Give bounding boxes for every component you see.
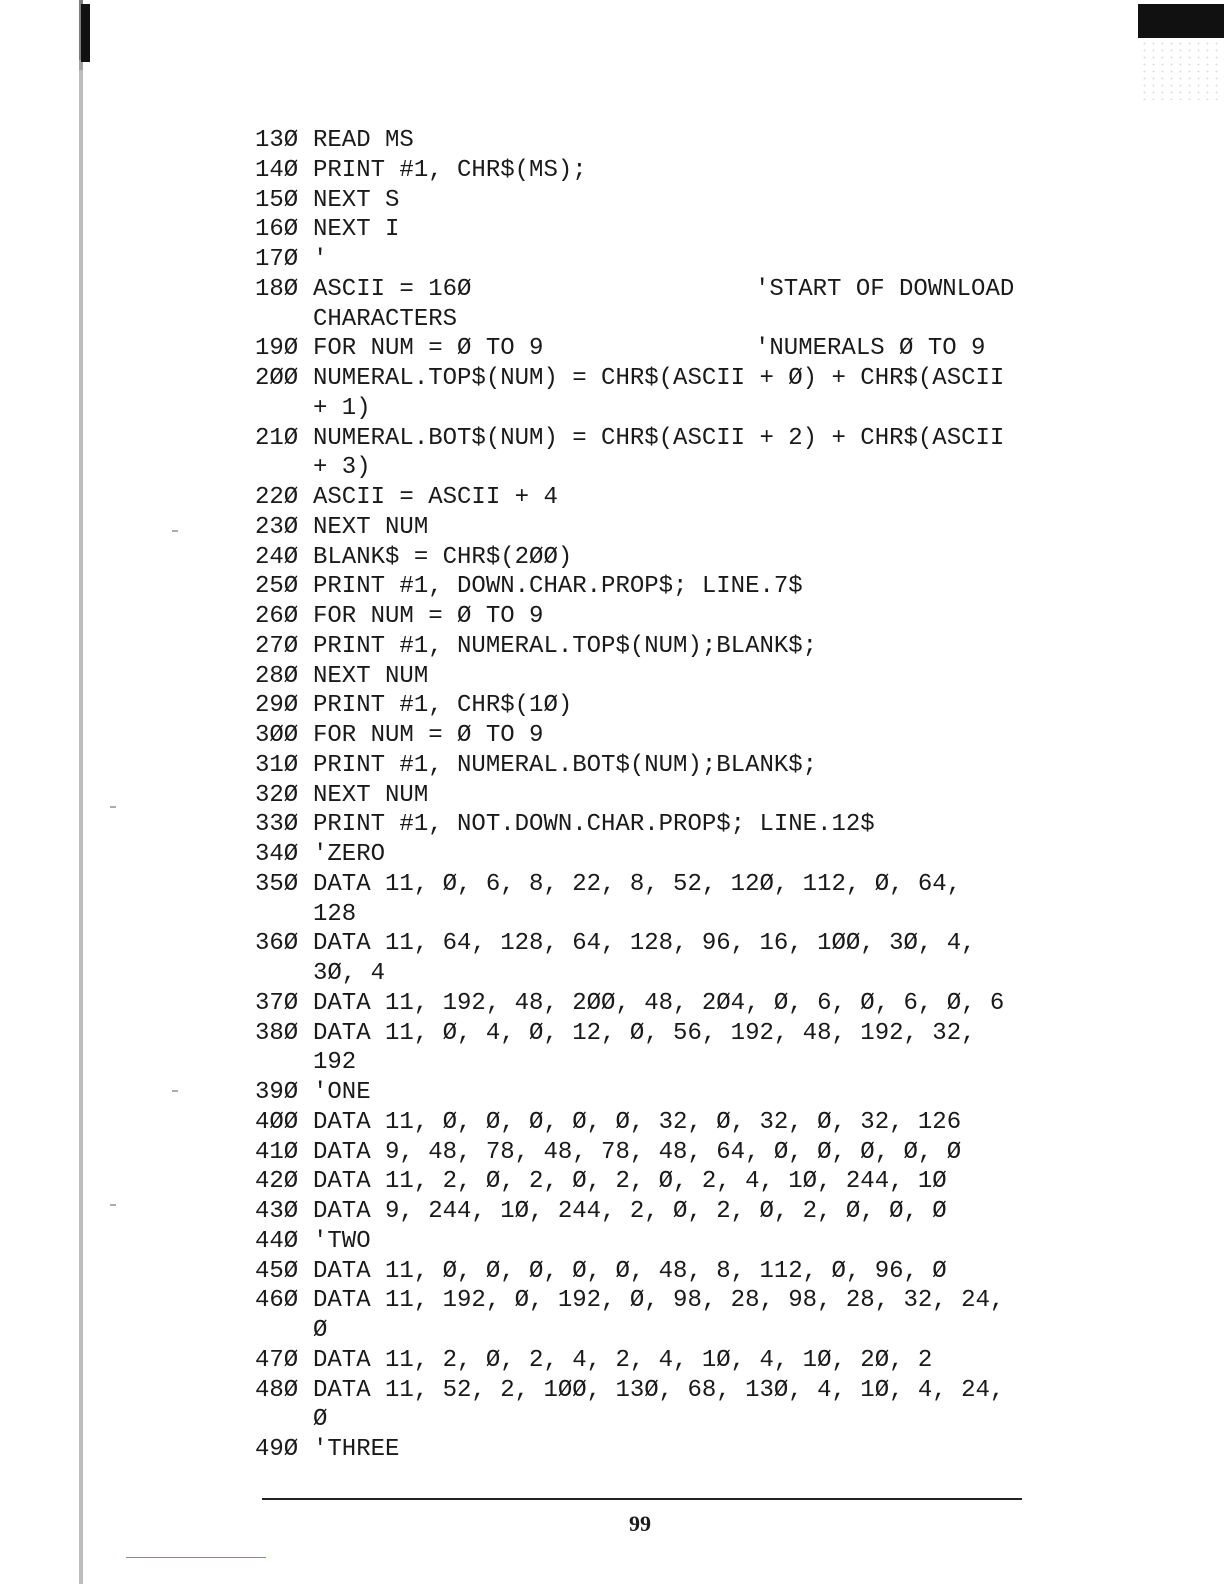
code-line xyxy=(255,870,1055,900)
code-continuation: 3Ø, 4 xyxy=(313,960,386,987)
code-continuation: 192 xyxy=(313,1049,357,1077)
code-continuation: Ø xyxy=(313,1406,328,1434)
continuation-indent xyxy=(255,900,313,930)
code-statement: NEXT I xyxy=(313,216,400,244)
code-statement: 'ONE xyxy=(313,1079,371,1106)
line-number: 25Ø xyxy=(255,573,299,601)
code-statement: BLANK$ = CHR$(2ØØ) xyxy=(313,543,573,571)
continuation-indent xyxy=(255,394,313,424)
line-number: 36Ø xyxy=(255,930,299,958)
code-line xyxy=(255,1078,1055,1108)
code-line xyxy=(255,1346,1055,1376)
code-line xyxy=(255,751,1055,781)
code-line xyxy=(255,364,1055,394)
code-line xyxy=(255,602,1055,632)
code-statement: DATA 11, 192, 48, 2ØØ, 48, 2Ø4, Ø, 6, Ø, 6, Ø, 6 xyxy=(313,989,1005,1017)
code-line xyxy=(255,424,1055,454)
code-statement: NEXT S xyxy=(313,186,400,214)
continuation-indent xyxy=(255,1405,313,1435)
line-number: 47Ø xyxy=(255,1346,299,1374)
continuation-indent xyxy=(255,1048,313,1078)
line-number: 23Ø xyxy=(255,513,299,541)
line-number: 4ØØ xyxy=(255,1108,299,1136)
code-statement: DATA 11, Ø, 4, Ø, 12, Ø, 56, 192, 48, 192, 32, xyxy=(313,1019,976,1047)
code-statement: NEXT NUM xyxy=(313,662,429,690)
line-number: 13Ø xyxy=(255,127,299,154)
code-line xyxy=(255,1197,1055,1227)
code-line xyxy=(255,929,1055,959)
code-line xyxy=(255,662,1055,692)
code-statement: FOR NUM = Ø TO 9 xyxy=(313,722,544,749)
code-line-continuation xyxy=(255,900,1055,930)
code-statement: ASCII = ASCII + 4 xyxy=(313,484,558,511)
code-comment: 'NUMERALS Ø TO 9 xyxy=(755,335,986,363)
code-statement: PRINT #1, CHR$(MS); xyxy=(313,156,587,184)
line-number: 44Ø xyxy=(255,1227,299,1255)
code-statement: 'TWO xyxy=(313,1227,371,1255)
code-line xyxy=(255,840,1055,870)
code-statement: PRINT #1, DOWN.CHAR.PROP$; LINE.7$ xyxy=(313,573,803,601)
scan-mark-left xyxy=(81,4,90,62)
line-number: 32Ø xyxy=(255,781,299,809)
line-number: 43Ø xyxy=(255,1198,299,1225)
code-statement: READ MS xyxy=(313,127,414,154)
line-number: 3ØØ xyxy=(255,722,299,749)
line-number: 49Ø xyxy=(255,1436,299,1463)
footer-rule xyxy=(262,1498,1022,1500)
line-number: 39Ø xyxy=(255,1079,299,1106)
code-line-continuation xyxy=(255,394,1055,424)
line-number: 26Ø xyxy=(255,603,299,630)
code-line xyxy=(255,1286,1055,1316)
line-number: 16Ø xyxy=(255,216,299,244)
code-line xyxy=(255,1257,1055,1287)
line-number: 46Ø xyxy=(255,1287,299,1315)
code-statement: NUMERAL.TOP$(NUM) = CHR$(ASCII + Ø) + CHR$(ASCII xyxy=(313,365,1005,392)
code-line-continuation xyxy=(255,959,1055,989)
line-number: 31Ø xyxy=(255,751,299,779)
code-statement: FOR NUM = Ø TO 9 xyxy=(313,335,544,363)
margin-speck xyxy=(172,1090,178,1092)
code-statement: PRINT #1, NOT.DOWN.CHAR.PROP$; LINE.12$ xyxy=(313,811,875,839)
code-statement: PRINT #1, CHR$(1Ø) xyxy=(313,692,573,720)
code-statement: NEXT NUM xyxy=(313,513,429,541)
code-line-continuation xyxy=(255,1316,1055,1346)
scan-specks xyxy=(1140,40,1220,100)
code-line xyxy=(255,1138,1055,1168)
scan-edge-left xyxy=(79,0,83,1584)
code-line xyxy=(255,334,1055,364)
line-number: 38Ø xyxy=(255,1019,299,1047)
code-statement: 'ZERO xyxy=(313,841,386,868)
line-number: 27Ø xyxy=(255,632,299,660)
code-line xyxy=(255,721,1055,751)
code-statement: PRINT #1, NUMERAL.BOT$(NUM);BLANK$; xyxy=(313,751,818,779)
code-statement: ' xyxy=(313,246,328,273)
code-line xyxy=(255,1376,1055,1406)
line-number: 2ØØ xyxy=(255,365,299,392)
code-line xyxy=(255,810,1055,840)
code-line xyxy=(255,275,1055,305)
line-number: 41Ø xyxy=(255,1138,299,1166)
line-number: 45Ø xyxy=(255,1257,299,1285)
line-number: 35Ø xyxy=(255,870,299,898)
code-statement: 'THREE xyxy=(313,1436,400,1463)
code-statement: DATA 9, 244, 1Ø, 244, 2, Ø, 2, Ø, 2, Ø, Ø, Ø xyxy=(313,1198,947,1225)
code-continuation: + 3) xyxy=(313,454,371,482)
continuation-indent xyxy=(255,453,313,483)
code-line xyxy=(255,483,1055,513)
line-number: 29Ø xyxy=(255,692,299,720)
code-statement: DATA 11, 52, 2, 1ØØ, 13Ø, 68, 13Ø, 4, 1Ø, 4, 24, xyxy=(313,1376,1005,1404)
line-number: 37Ø xyxy=(255,989,299,1017)
code-line xyxy=(255,632,1055,662)
code-line xyxy=(255,156,1055,186)
margin-speck xyxy=(110,1204,116,1206)
code-statement: NEXT NUM xyxy=(313,781,429,809)
code-continuation: CHARACTERS xyxy=(313,305,458,333)
line-number: 14Ø xyxy=(255,156,299,184)
code-continuation: + 1) xyxy=(313,394,371,422)
line-number: 28Ø xyxy=(255,662,299,690)
code-line xyxy=(255,245,1055,275)
basic-program-listing xyxy=(255,126,1055,1465)
line-number: 15Ø xyxy=(255,186,299,214)
code-line xyxy=(255,1227,1055,1257)
code-statement: DATA 11, 192, Ø, 192, Ø, 98, 28, 98, 28, 32, 24, xyxy=(313,1287,1005,1315)
code-line xyxy=(255,1019,1055,1049)
code-line xyxy=(255,1108,1055,1138)
scan-mark-right xyxy=(1138,4,1224,38)
line-number: 24Ø xyxy=(255,543,299,571)
code-line xyxy=(255,572,1055,602)
code-statement: DATA 11, 64, 128, 64, 128, 96, 16, 1ØØ, 3Ø, 4, xyxy=(313,930,976,958)
code-statement: DATA 11, Ø, Ø, Ø, Ø, Ø, 48, 8, 112, Ø, 96, Ø xyxy=(313,1257,947,1285)
code-line xyxy=(255,691,1055,721)
code-statement: DATA 11, Ø, Ø, Ø, Ø, Ø, 32, Ø, 32, Ø, 32, 126 xyxy=(313,1108,962,1136)
scan-blue-line xyxy=(126,1557,266,1558)
code-continuation: Ø xyxy=(313,1317,328,1344)
page-number: 99 xyxy=(629,1511,651,1536)
code-statement: DATA 11, Ø, 6, 8, 22, 8, 52, 12Ø, 112, Ø, 64, xyxy=(313,870,962,898)
margin-speck xyxy=(172,530,178,532)
code-statement: FOR NUM = Ø TO 9 xyxy=(313,603,544,630)
line-number: 21Ø xyxy=(255,424,299,452)
line-number: 42Ø xyxy=(255,1168,299,1196)
code-statement: DATA 11, 2, Ø, 2, Ø, 2, Ø, 2, 4, 1Ø, 244, 1Ø xyxy=(313,1168,947,1196)
code-line xyxy=(255,126,1055,156)
code-line-continuation xyxy=(255,305,1055,335)
continuation-indent xyxy=(255,959,313,989)
code-line xyxy=(255,1167,1055,1197)
continuation-indent xyxy=(255,1316,313,1346)
line-number: 33Ø xyxy=(255,811,299,839)
code-line xyxy=(255,781,1055,811)
code-statement: NUMERAL.BOT$(NUM) = CHR$(ASCII + 2) + CHR$(ASCII xyxy=(313,424,1005,452)
code-line xyxy=(255,513,1055,543)
line-number: 22Ø xyxy=(255,484,299,511)
line-number: 34Ø xyxy=(255,841,299,868)
code-line-continuation xyxy=(255,453,1055,483)
margin-speck xyxy=(110,806,116,808)
line-number: 19Ø xyxy=(255,335,299,363)
code-line xyxy=(255,215,1055,245)
code-statement: PRINT #1, NUMERAL.TOP$(NUM);BLANK$; xyxy=(313,632,818,660)
code-continuation: 128 xyxy=(313,900,357,928)
code-line xyxy=(255,989,1055,1019)
code-statement: ASCII = 16Ø xyxy=(313,275,472,303)
code-line xyxy=(255,1435,1055,1465)
line-number: 48Ø xyxy=(255,1376,299,1404)
code-statement: DATA 11, 2, Ø, 2, 4, 2, 4, 1Ø, 4, 1Ø, 2Ø, 2 xyxy=(313,1346,933,1374)
code-statement: DATA 9, 48, 78, 48, 78, 48, 64, Ø, Ø, Ø, Ø, Ø xyxy=(313,1138,962,1166)
code-line-continuation xyxy=(255,1405,1055,1435)
code-line xyxy=(255,186,1055,216)
code-line-continuation xyxy=(255,1048,1055,1078)
continuation-indent xyxy=(255,305,313,335)
code-comment: 'START OF DOWNLOAD xyxy=(755,275,1015,303)
line-number: 18Ø xyxy=(255,275,299,303)
line-number: 17Ø xyxy=(255,246,299,273)
code-line xyxy=(255,543,1055,573)
